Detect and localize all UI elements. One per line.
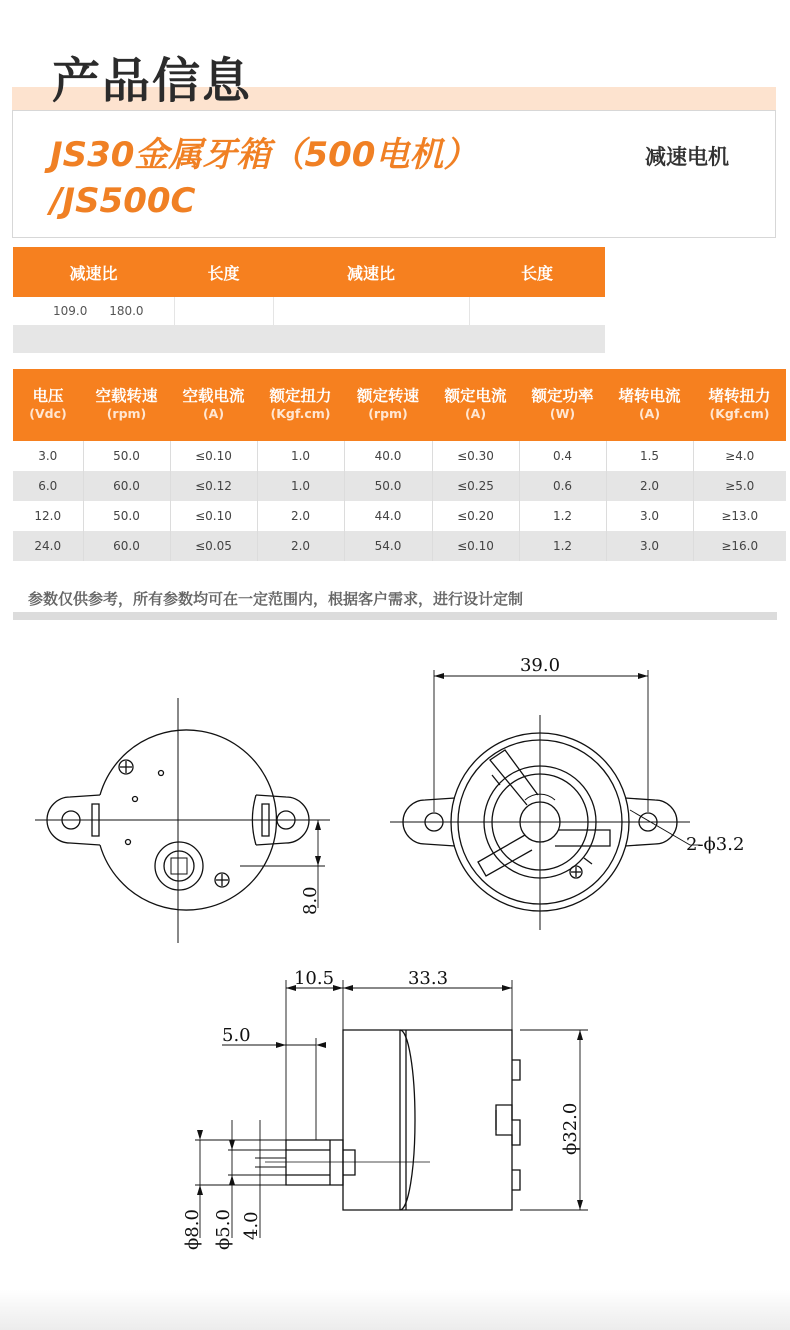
ratio-cell-1	[13, 297, 174, 325]
spec-cell: ≤0.25	[432, 471, 519, 501]
spec-cell: 1.2	[519, 501, 606, 531]
dim-phi-32: ϕ32.0	[560, 1102, 581, 1155]
spec-cell: ≥4.0	[725, 449, 755, 463]
spec-cell: 1.0	[257, 441, 344, 471]
spec-cell: ≤0.10	[170, 501, 257, 531]
ratio-header-1: 减速比	[13, 247, 174, 297]
dim-10-5: 10.5	[293, 968, 335, 989]
spec-row	[13, 501, 786, 531]
spec-header-rated-torque: 额定扭力 (Kgf.cm)	[257, 369, 344, 441]
ratio-cell-3	[273, 297, 469, 325]
spec-cell: 60.0	[83, 531, 170, 561]
dim-33-3: 33.3	[407, 968, 449, 989]
ratio-cell-2	[174, 297, 273, 325]
dim-5: 5.0	[222, 1025, 251, 1046]
spec-table	[13, 369, 786, 561]
spec-header-noload-current: 空载电流 (A)	[170, 369, 257, 441]
spec-row	[13, 531, 786, 561]
spec-cell: 12.0	[13, 501, 83, 531]
spec-cell: 0.4	[519, 441, 606, 471]
spec-cell: 1.2	[519, 531, 606, 561]
length-value: 180.0	[109, 304, 144, 318]
spec-cell: 3.0	[606, 531, 693, 561]
ratio-cell-4	[469, 297, 605, 325]
spec-cell: ≤0.12	[170, 471, 257, 501]
side-view	[195, 980, 588, 1238]
back-view	[35, 698, 330, 943]
ratio-table	[13, 247, 605, 353]
spec-cell: ≥5.0	[693, 471, 786, 501]
dim-phi-8: ϕ8.0	[182, 1209, 203, 1250]
technical-drawing	[0, 640, 790, 1290]
spec-cell: ≤0.10	[170, 441, 257, 471]
spec-cell: 2.0	[257, 501, 344, 531]
spec-cell: ≤0.05	[170, 531, 257, 561]
dim-phi-5: ϕ5.0	[213, 1209, 234, 1250]
front-view	[390, 670, 700, 930]
spec-cell: ≤0.20	[432, 501, 519, 531]
spec-cell: 44.0	[344, 501, 432, 531]
spec-cell: 54.0	[344, 531, 432, 561]
ratio-empty-row	[13, 325, 605, 353]
ratio-value: 109.0	[53, 304, 88, 318]
spec-row	[13, 441, 786, 471]
spec-header-voltage: 电压 (Vdc)	[13, 369, 83, 441]
spec-cell: 40.0	[344, 441, 432, 471]
spec-cell: 2.0	[606, 471, 693, 501]
dim-39: 39.0	[519, 655, 561, 676]
spec-header-rated-current: 额定电流 (A)	[432, 369, 519, 441]
spec-cell: 6.0	[13, 471, 83, 501]
spec-cell: 50.0	[344, 471, 432, 501]
page-title: 产品信息	[52, 53, 253, 109]
bottom-fade	[0, 1290, 790, 1330]
spec-header-row	[13, 369, 786, 441]
product-category: 减速电机	[645, 145, 729, 169]
product-name	[50, 132, 570, 224]
spec-cell: ≤0.10	[432, 531, 519, 561]
spec-cell: 0.6	[519, 471, 606, 501]
spec-header-rated-power: 额定功率 (W)	[519, 369, 606, 441]
spec-cell: ≥13.0	[721, 509, 759, 523]
ratio-header-4: 长度	[469, 247, 605, 297]
spec-cell: ≥16.0	[693, 531, 786, 561]
product-name-line1: JS30金属牙箱（500电机）	[50, 135, 478, 175]
disclaimer-note: 参数仅供参考，所有参数均可在一定范围内，根据客户需求，进行设计定制	[28, 590, 524, 608]
spec-cell: 50.0	[83, 501, 170, 531]
spec-header-noload-speed: 空载转速 (rpm)	[83, 369, 170, 441]
spec-header-stall-torque: 堵转扭力 (Kgf.cm)	[693, 369, 786, 441]
dim-4: 4.0	[241, 1211, 262, 1240]
spec-row	[13, 471, 786, 501]
ratio-header-3: 减速比	[273, 247, 469, 297]
spec-header-stall-current: 堵转电流 (A)	[606, 369, 693, 441]
spec-cell: 1.5	[606, 441, 693, 471]
spec-cell: 3.0	[606, 501, 693, 531]
spec-cell: 1.0	[257, 471, 344, 501]
dim-8: 8.0	[300, 886, 321, 915]
spec-cell: 2.0	[257, 531, 344, 561]
dim-hole: 2-ϕ3.2	[686, 834, 745, 855]
spec-cell: ≤0.30	[432, 441, 519, 471]
spec-cell: 3.0	[13, 441, 83, 471]
product-name-line2: /JS500C	[50, 181, 196, 221]
divider	[13, 612, 777, 620]
spec-cell: 24.0	[13, 531, 83, 561]
spec-cell: 60.0	[83, 471, 170, 501]
ratio-header-2: 长度	[174, 247, 273, 297]
spec-cell: 50.0	[83, 441, 170, 471]
spec-header-rated-speed: 额定转速 (rpm)	[344, 369, 432, 441]
